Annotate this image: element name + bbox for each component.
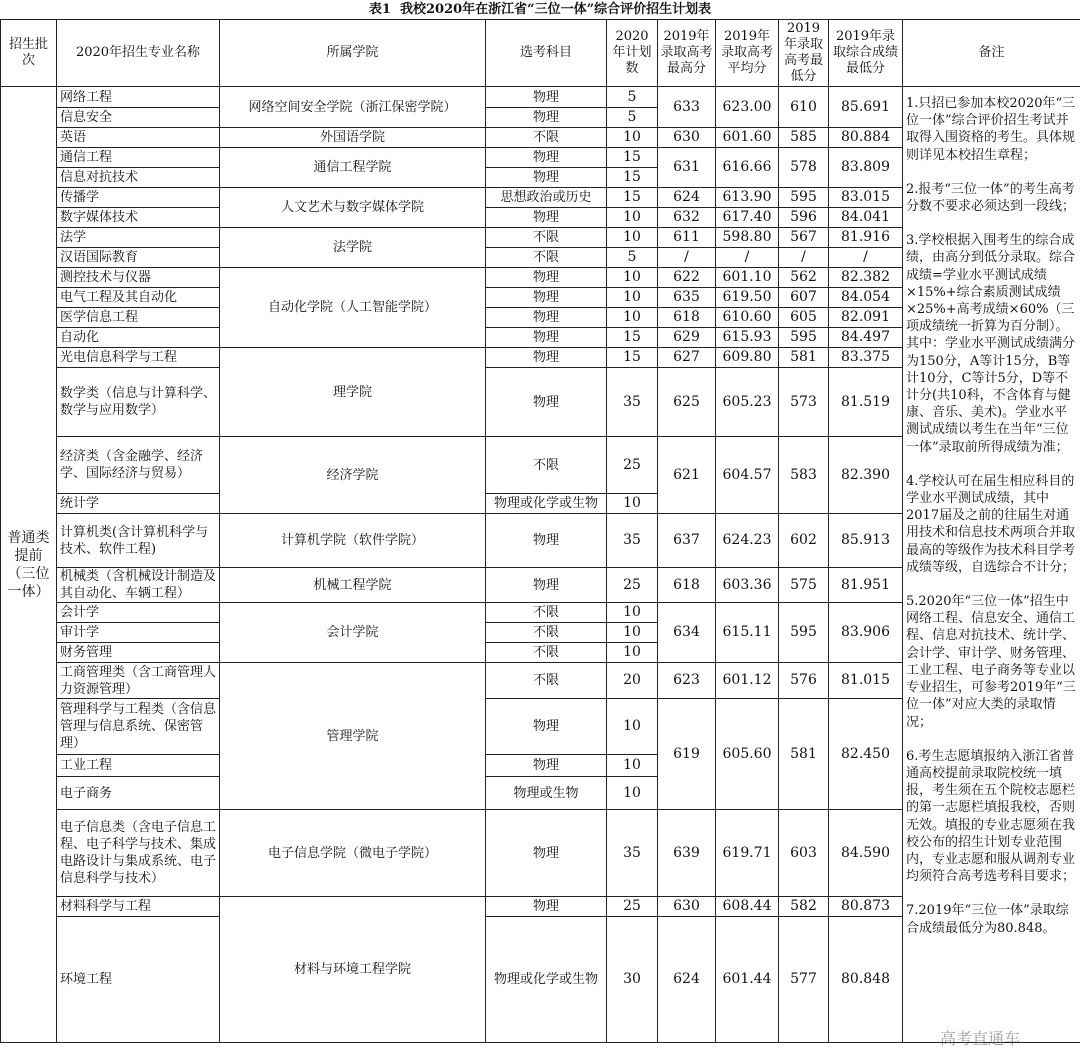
major-cell: 通信工程 (57, 148, 220, 168)
major-cell: 审计学 (57, 623, 220, 643)
avg-score-cell: 601.12 (716, 663, 779, 699)
plan-cell: 15 (607, 168, 658, 188)
avg-score-cell: 624.23 (716, 514, 779, 568)
composite-score-cell: 82.390 (829, 437, 903, 514)
max-score-cell: 618 (658, 308, 716, 328)
major-cell: 统计学 (57, 494, 220, 514)
composite-score-cell: 83.375 (829, 348, 903, 368)
composite-score-cell: 84.041 (829, 208, 903, 228)
college-cell: 法学院 (220, 228, 486, 268)
max-score-cell: 639 (658, 810, 716, 897)
plan-cell: 10 (607, 128, 658, 148)
plan-cell: 10 (607, 268, 658, 288)
min-score-cell: 575 (779, 568, 829, 603)
major-cell: 信息对抗技术 (57, 168, 220, 188)
watermark: 高考直通车 (940, 1029, 1021, 1048)
major-cell: 经济类（含金融学、经济学、国际经济与贸易） (57, 437, 220, 494)
plan-cell: 10 (607, 755, 658, 777)
plan-cell: 5 (607, 87, 658, 108)
avg-score-cell: 619.71 (716, 810, 779, 897)
max-score-cell: / (658, 248, 716, 268)
college-cell: 电子信息学院（微电子学院） (220, 810, 486, 897)
subject-cell: 思想政治或历史 (486, 188, 607, 208)
composite-score-cell: 83.906 (829, 603, 903, 663)
college-cell: 理学院 (220, 348, 486, 437)
subject-cell: 不限 (486, 603, 607, 623)
college-cell: 材料与环境工程学院 (220, 897, 486, 1043)
max-score-cell: 630 (658, 128, 716, 148)
composite-score-cell: 80.873 (829, 897, 903, 917)
subject-cell: 物理 (486, 208, 607, 228)
min-score-cell: 610 (779, 87, 829, 128)
college-cell: 会计学院 (220, 603, 486, 663)
min-score-cell: 582 (779, 897, 829, 917)
subject-cell: 物理 (486, 755, 607, 777)
header-avg-score: 2019年录取高考平均分 (716, 20, 779, 87)
major-cell: 计算机类(含计算机科学与技术、软件工程) (57, 514, 220, 568)
avg-score-cell: 605.60 (716, 699, 779, 810)
header-min-score: 2019年录取高考最低分 (779, 20, 829, 87)
composite-score-cell: 80.848 (829, 917, 903, 1043)
college-cell: 自动化学院（人工智能学院） (220, 268, 486, 348)
remark-item: 4.学校认可在届生相应科目的学业水平测试成绩，其中2017届及之前的往届生对通用技术和信息技术两项合并取最高的等级作为技术科目学考成绩等级，自选综合不计分； (906, 473, 1076, 575)
remark-item: 7.2019年“三位一体”录取综合成绩最低分为80.848。 (906, 903, 1069, 936)
plan-cell: 25 (607, 437, 658, 494)
avg-score-cell: 604.57 (716, 437, 779, 514)
composite-score-cell: 82.382 (829, 268, 903, 288)
header-composite-score: 2019年录取综合成绩最低分 (829, 20, 903, 87)
avg-score-cell: 616.66 (716, 148, 779, 188)
college-cell: 经济学院 (220, 437, 486, 514)
header-row (1, 20, 1080, 87)
major-cell: 数字媒体技术 (57, 208, 220, 228)
major-cell: 网络工程 (57, 87, 220, 108)
plan-cell: 10 (607, 288, 658, 308)
batch-cell: 普通类提前（三位一体） (1, 87, 57, 1043)
avg-score-cell: 598.80 (716, 228, 779, 248)
avg-score-cell: 608.44 (716, 897, 779, 917)
subject-cell: 物理 (486, 288, 607, 308)
avg-score-cell: 605.23 (716, 368, 779, 437)
min-score-cell: 595 (779, 603, 829, 663)
min-score-cell: 603 (779, 810, 829, 897)
major-cell: 传播学 (57, 188, 220, 208)
min-score-cell: 583 (779, 437, 829, 514)
plan-cell: 25 (607, 568, 658, 603)
min-score-cell: 567 (779, 228, 829, 248)
subject-cell: 物理 (486, 810, 607, 897)
major-cell: 汉语国际教育 (57, 248, 220, 268)
avg-score-cell: 609.80 (716, 348, 779, 368)
plan-cell: 30 (607, 917, 658, 1043)
plan-cell: 10 (607, 603, 658, 623)
major-cell: 法学 (57, 228, 220, 248)
subject-cell: 物理 (486, 699, 607, 755)
remarks-cell (903, 87, 1080, 1043)
composite-score-cell: 82.450 (829, 699, 903, 810)
avg-score-cell: / (716, 248, 779, 268)
major-cell: 工商管理类（含工商管理人力资源管理） (57, 663, 220, 699)
remark-item: 6.考生志愿填报纳入浙江省普通高校提前录取院校统一填报，考生须在五个院校志愿栏的第一志愿栏填报我校，否则无效。填报的专业志愿须在我校公布的招生计划专业范围内，专业志愿和服从调剂专业均须符合高考选考科目要求； (906, 748, 1076, 885)
remark-item: 1.只招已参加本校2020年“三位一体”综合评价招生考试并取得入围资格的考生。具体规则详见本校招生章程； (906, 96, 1076, 163)
remark-item: 2.报考“三位一体”的考生高考分数不要求必须达到一段线； (906, 181, 1076, 215)
plan-cell: 15 (607, 348, 658, 368)
subject-cell: 物理或化学或生物 (486, 917, 607, 1043)
composite-score-cell: 81.519 (829, 368, 903, 437)
plan-cell: 15 (607, 188, 658, 208)
plan-cell: 35 (607, 368, 658, 437)
major-cell: 机械类（含机械设计制造及其自动化、车辆工程） (57, 568, 220, 603)
composite-score-cell: 84.054 (829, 288, 903, 308)
max-score-cell: 611 (658, 228, 716, 248)
min-score-cell: 581 (779, 348, 829, 368)
subject-cell: 物理 (486, 268, 607, 288)
major-cell: 管理科学与工程类（含信息管理与信息系统、保密管理） (57, 699, 220, 755)
major-cell: 数学类（信息与计算科学、数学与应用数学） (57, 368, 220, 437)
max-score-cell: 619 (658, 699, 716, 810)
major-cell: 材料科学与工程 (57, 897, 220, 917)
plan-cell: 5 (607, 108, 658, 128)
min-score-cell: 585 (779, 128, 829, 148)
college-cell: 计算机学院（软件学院） (220, 514, 486, 568)
enrollment-plan-table (0, 19, 1080, 1043)
subject-cell: 物理 (486, 568, 607, 603)
min-score-cell: 605 (779, 308, 829, 328)
subject-cell: 不限 (486, 623, 607, 643)
avg-score-cell: 610.60 (716, 308, 779, 328)
plan-cell: 10 (607, 208, 658, 228)
subject-cell: 不限 (486, 643, 607, 663)
max-score-cell: 624 (658, 188, 716, 208)
composite-score-cell: 85.913 (829, 514, 903, 568)
major-cell: 电子商务 (57, 777, 220, 810)
composite-score-cell: 81.015 (829, 663, 903, 699)
remark-item: 5.2020年“三位一体”招生中网络工程、信息安全、通信工程、信息对抗技术、统计学、会计学、审计学、财务管理、工业工程、电子商务等专业以专业招生，可参考2019年“三位一体”对应大类的录取情况； (906, 594, 1076, 730)
plan-cell: 10 (607, 643, 658, 663)
plan-cell: 5 (607, 248, 658, 268)
composite-score-cell: 81.916 (829, 228, 903, 248)
min-score-cell: 602 (779, 514, 829, 568)
subject-cell: 物理 (486, 87, 607, 108)
min-score-cell: 577 (779, 917, 829, 1043)
remark-item: 3.学校根据入围考生的综合成绩，由高分到低分录取。综合成绩=学业水平测试成绩×15%+综合素质测试成绩×25%+高考成绩×60%（三项成绩统一折算为百分制）。其中：学业水平测试成绩满分为150分，A等计15分，B等计10分，C等计5分，D等不计分(共10科，不含体育与健康、音乐、美术)。学业水平测试成绩以考生在当年“三位一体”录取前所得成绩为准； (906, 233, 1076, 455)
composite-score-cell: 84.590 (829, 810, 903, 897)
max-score-cell: 623 (658, 663, 716, 699)
subject-cell: 物理 (486, 514, 607, 568)
min-score-cell: 562 (779, 268, 829, 288)
major-cell: 电气工程及其自动化 (57, 288, 220, 308)
subject-cell: 物理 (486, 108, 607, 128)
college-cell: 机械工程学院 (220, 568, 486, 603)
subject-cell: 物理 (486, 168, 607, 188)
max-score-cell: 618 (658, 568, 716, 603)
plan-cell: 15 (607, 328, 658, 348)
plan-cell: 10 (607, 623, 658, 643)
avg-score-cell: 601.10 (716, 268, 779, 288)
plan-cell: 35 (607, 514, 658, 568)
max-score-cell: 624 (658, 917, 716, 1043)
major-cell: 自动化 (57, 328, 220, 348)
plan-cell: 10 (607, 699, 658, 755)
major-cell: 电子信息类（含电子信息工程、电子科学与技术、集成电路设计与集成系统、电子信息科学与技术） (57, 810, 220, 897)
header-plan: 2020年计划数 (607, 20, 658, 87)
subject-cell: 不限 (486, 663, 607, 699)
header-subject: 选考科目 (486, 20, 607, 87)
major-cell: 英语 (57, 128, 220, 148)
college-cell: 网络空间安全学院（浙江保密学院） (220, 87, 486, 128)
page-title: 表1 我校2020年在浙江省“三位一体”综合评价招生计划表 (368, 2, 712, 17)
subject-cell: 物理或生物 (486, 777, 607, 810)
college-cell: 管理学院 (220, 663, 486, 810)
max-score-cell: 637 (658, 514, 716, 568)
max-score-cell: 633 (658, 87, 716, 128)
major-cell: 测控技术与仪器 (57, 268, 220, 288)
major-cell: 医学信息工程 (57, 308, 220, 328)
min-score-cell: 595 (779, 188, 829, 208)
subject-cell: 物理 (486, 328, 607, 348)
subject-cell: 物理 (486, 148, 607, 168)
plan-cell: 10 (607, 308, 658, 328)
max-score-cell: 634 (658, 603, 716, 663)
min-score-cell: 578 (779, 148, 829, 188)
major-cell: 环境工程 (57, 917, 220, 1043)
composite-score-cell: 80.884 (829, 128, 903, 148)
max-score-cell: 622 (658, 268, 716, 288)
avg-score-cell: 603.36 (716, 568, 779, 603)
plan-cell: 15 (607, 148, 658, 168)
major-cell: 光电信息科学与工程 (57, 348, 220, 368)
subject-cell: 不限 (486, 228, 607, 248)
header-remarks: 备注 (903, 20, 1080, 87)
composite-score-cell: 82.091 (829, 308, 903, 328)
composite-score-cell: 83.015 (829, 188, 903, 208)
min-score-cell: 576 (779, 663, 829, 699)
subject-cell: 物理 (486, 308, 607, 328)
subject-cell: 物理 (486, 348, 607, 368)
subject-cell: 不限 (486, 248, 607, 268)
plan-cell: 10 (607, 228, 658, 248)
max-score-cell: 627 (658, 348, 716, 368)
min-score-cell: 607 (779, 288, 829, 308)
min-score-cell: 573 (779, 368, 829, 437)
subject-cell: 物理或化学或生物 (486, 494, 607, 514)
max-score-cell: 629 (658, 328, 716, 348)
header-batch: 招生批次 (1, 20, 57, 87)
header-major: 2020年招生专业名称 (57, 20, 220, 87)
max-score-cell: 621 (658, 437, 716, 514)
avg-score-cell: 613.90 (716, 188, 779, 208)
subject-cell: 不限 (486, 437, 607, 494)
major-cell: 工业工程 (57, 755, 220, 777)
min-score-cell: 581 (779, 699, 829, 810)
max-score-cell: 625 (658, 368, 716, 437)
min-score-cell: 595 (779, 328, 829, 348)
major-cell: 会计学 (57, 603, 220, 623)
max-score-cell: 631 (658, 148, 716, 188)
avg-score-cell: 601.44 (716, 917, 779, 1043)
max-score-cell: 635 (658, 288, 716, 308)
avg-score-cell: 601.60 (716, 128, 779, 148)
avg-score-cell: 615.11 (716, 603, 779, 663)
plan-cell: 20 (607, 663, 658, 699)
plan-cell: 25 (607, 897, 658, 917)
major-cell: 财务管理 (57, 643, 220, 663)
avg-score-cell: 623.00 (716, 87, 779, 128)
subject-cell: 不限 (486, 128, 607, 148)
plan-cell: 10 (607, 777, 658, 810)
min-score-cell: / (779, 248, 829, 268)
subject-cell: 物理 (486, 897, 607, 917)
avg-score-cell: 617.40 (716, 208, 779, 228)
composite-score-cell: 81.951 (829, 568, 903, 603)
composite-score-cell: / (829, 248, 903, 268)
min-score-cell: 596 (779, 208, 829, 228)
avg-score-cell: 615.93 (716, 328, 779, 348)
max-score-cell: 632 (658, 208, 716, 228)
table-row (1, 87, 1080, 108)
major-cell: 信息安全 (57, 108, 220, 128)
header-college: 所属学院 (220, 20, 486, 87)
header-max-score: 2019年录取高考最高分 (658, 20, 716, 87)
avg-score-cell: 619.50 (716, 288, 779, 308)
composite-score-cell: 85.691 (829, 87, 903, 128)
college-cell: 外国语学院 (220, 128, 486, 148)
plan-cell: 10 (607, 494, 658, 514)
plan-cell: 35 (607, 810, 658, 897)
composite-score-cell: 83.809 (829, 148, 903, 188)
college-cell: 人文艺术与数字媒体学院 (220, 188, 486, 228)
max-score-cell: 630 (658, 897, 716, 917)
subject-cell: 物理 (486, 368, 607, 437)
composite-score-cell: 84.497 (829, 328, 903, 348)
college-cell: 通信工程学院 (220, 148, 486, 188)
